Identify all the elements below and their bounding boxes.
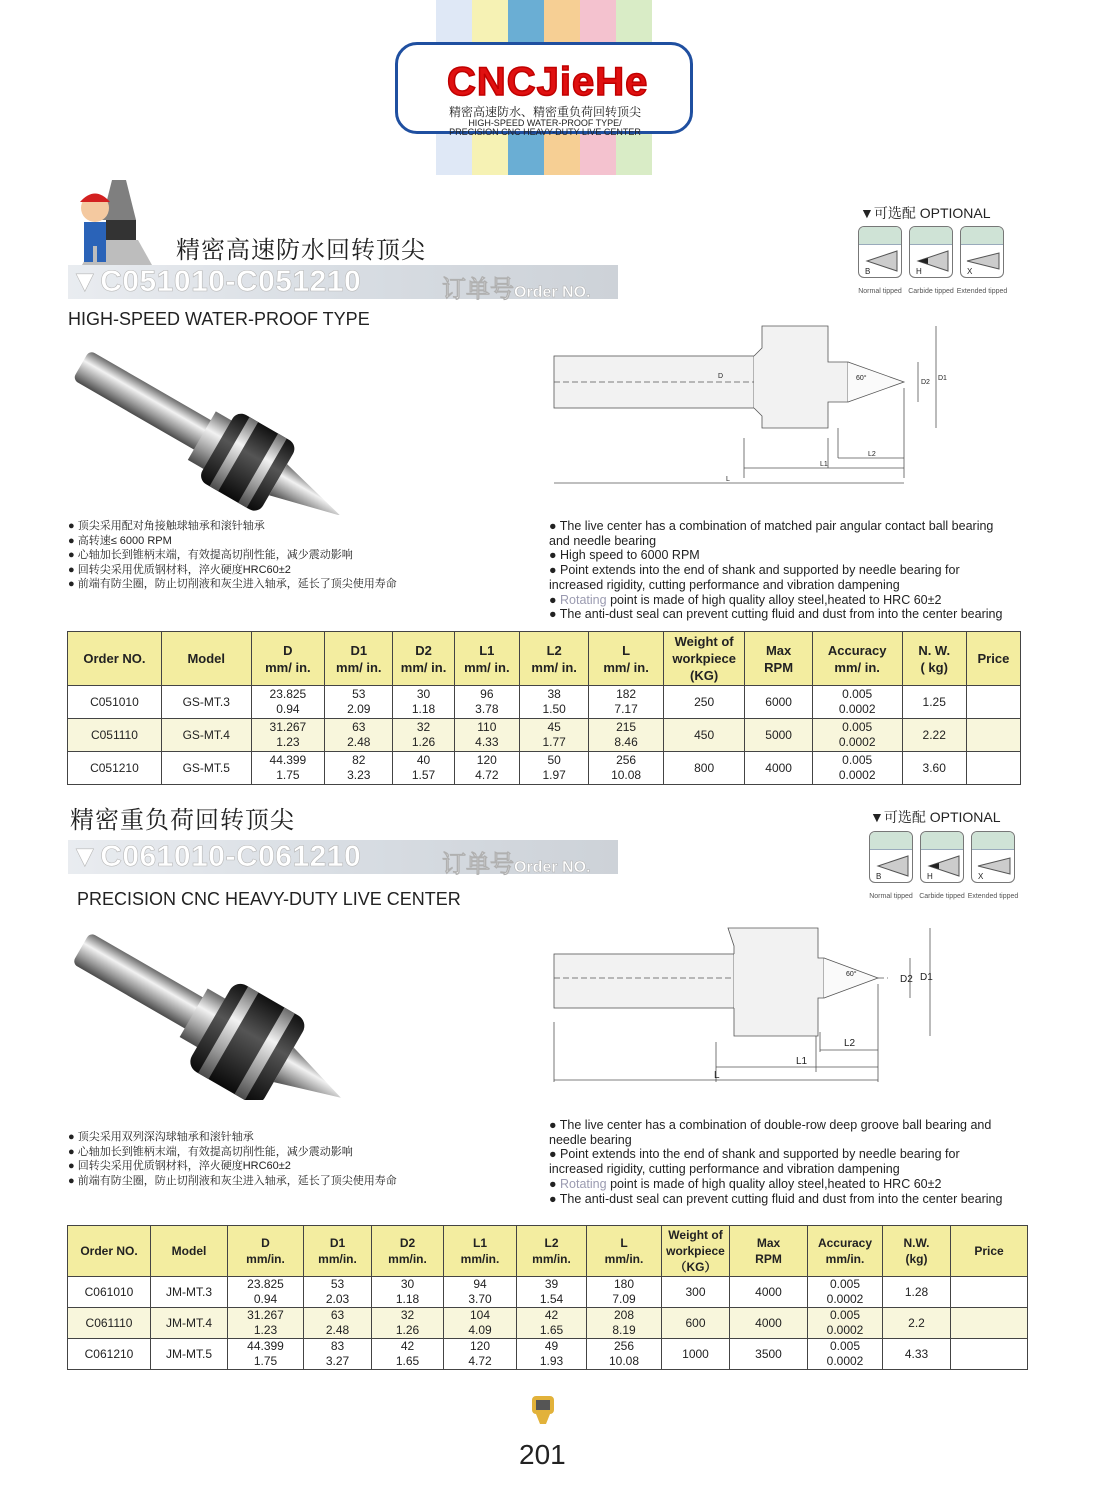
carbide-tip-icon	[925, 852, 961, 880]
table-row	[68, 1277, 1028, 1308]
feature-en-item: ● The anti-dust seal can prevent cutting fluid and dust from into the center bearing	[549, 607, 1003, 622]
table-header-cell: D1 mm/ in.	[325, 632, 393, 686]
feature-en-item: and needle bearing	[549, 533, 657, 548]
table-cell-l2: 49 1.93	[517, 1339, 587, 1370]
normal-tip-icon	[863, 247, 899, 275]
table-cell-d: 23.825 0.94	[228, 1277, 304, 1308]
table-cell-model: JM-MT.3	[151, 1277, 228, 1308]
table-header-cell: Weight of workpiece （KG）	[662, 1226, 730, 1277]
section2-optional-label: ▼可选配 OPTIONAL	[870, 809, 1001, 825]
feature-en-item: ● The live center has a combination of matched pair angular contact ball bearing	[549, 519, 994, 533]
extended-tip-icon	[976, 852, 1012, 880]
svg-text:B: B	[865, 267, 871, 275]
table-cell-nw: 1.28	[883, 1277, 951, 1308]
table-cell-d2: 30 1.18	[393, 686, 454, 719]
table-header-cell: L1 mm/ in.	[454, 632, 519, 686]
section2-features-en	[549, 1118, 1002, 1206]
table-cell-d: 23.825 0.94	[251, 686, 324, 719]
table-cell-model: JM-MT.4	[151, 1308, 228, 1339]
table-cell-nw: 2.22	[902, 719, 966, 752]
table-cell-d: 44.399 1.75	[228, 1339, 304, 1370]
table-cell-d1: 63 2.48	[304, 1308, 372, 1339]
feature-cn-item: ● 心轴加长到锥柄末端，有效提高切削性能，减少震动影响	[68, 549, 353, 561]
table-cell-model: JM-MT.5	[151, 1339, 228, 1370]
table-cell-weight: 450	[663, 719, 745, 752]
table-header-cell: D2 mm/in.	[372, 1226, 444, 1277]
table-cell-l2: 45 1.77	[519, 719, 588, 752]
table-cell-weight: 600	[662, 1308, 730, 1339]
table-header-cell: D1 mm/in.	[304, 1226, 372, 1277]
table-cell-l1: 120 4.72	[444, 1339, 517, 1370]
table-cell-l1: 104 4.09	[444, 1308, 517, 1339]
technical-drawing-1	[548, 318, 948, 493]
order-label-en: Order NO.	[514, 859, 591, 876]
table-cell-l: 256 10.08	[589, 752, 663, 785]
option-normal-tipped[interactable]	[858, 226, 902, 278]
table-header-cell: N.W. (kg)	[883, 1226, 951, 1277]
table-cell-l1: 96 3.78	[454, 686, 519, 719]
feature-en-item: ● The live center has a combination of double-row deep groove ball bearing and	[549, 1118, 992, 1132]
svg-text:L2: L2	[868, 451, 876, 458]
table-cell-d2: 40 1.57	[393, 752, 454, 785]
table-row	[68, 1308, 1028, 1339]
table-cell-d2: 42 1.65	[372, 1339, 444, 1370]
table-cell-d1: 53 2.03	[304, 1277, 372, 1308]
table-cell-order: C061210	[68, 1339, 151, 1370]
table-cell-l2: 42 1.65	[517, 1308, 587, 1339]
table-cell-rpm: 4000	[730, 1277, 808, 1308]
table-cell-rpm: 4000	[730, 1308, 808, 1339]
table-cell-acc: 0.005 0.0002	[808, 1277, 883, 1308]
section2-title-cn: 精密重负荷回转顶尖	[70, 807, 295, 834]
feature-cn-item: ● 高转速≤ 6000 RPM	[68, 534, 172, 547]
table-cell-order: C061110	[68, 1308, 151, 1339]
table-cell-l: 208 8.19	[587, 1308, 662, 1339]
section1-features-en	[549, 519, 1002, 622]
option-extended-tipped[interactable]	[971, 831, 1015, 883]
table-cell-nw: 3.60	[902, 752, 966, 785]
svg-text:L: L	[714, 1070, 720, 1081]
table-cell-model: GS-MT.3	[161, 686, 251, 719]
table-cell-l1: 94 3.70	[444, 1277, 517, 1308]
section2-title-en: PRECISION CNC HEAVY-DUTY LIVE CENTER	[77, 889, 461, 909]
section1-order-range: ▼C051010-C051210	[70, 265, 362, 298]
svg-text:H: H	[927, 872, 933, 880]
feature-en-item: ● High speed to 6000 RPM	[549, 548, 700, 563]
feature-en-item: ● Rotating point is made of high quality alloy steel,heated to HRC 60±2	[549, 1176, 942, 1191]
table-cell-d1: 83 3.27	[304, 1339, 372, 1370]
svg-text:D2: D2	[900, 974, 913, 985]
table-cell-nw: 2.2	[883, 1308, 951, 1339]
table-cell-order: C061010	[68, 1277, 151, 1308]
table-cell-nw: 1.25	[902, 686, 966, 719]
table-header-cell: L2 mm/in.	[517, 1226, 587, 1277]
feature-en-item: increased rigidity, cutting performance and vibration dampening	[549, 577, 900, 592]
table-cell-l: 180 7.09	[587, 1277, 662, 1308]
option-caption: Carbide tipped	[919, 893, 965, 900]
option-caption: Normal tipped	[869, 893, 913, 900]
feature-cn-item: ● 顶尖采用配对角接触球轴承和滚针轴承	[68, 520, 265, 532]
table-header-cell: Accuracy mm/in.	[808, 1226, 883, 1277]
extended-tip-icon	[965, 247, 1001, 275]
table-header-cell: Max RPM	[730, 1226, 808, 1277]
order-label-cn: 订单号	[442, 276, 514, 303]
table-cell-d2: 30 1.18	[372, 1277, 444, 1308]
table-header-cell: D2 mm/ in.	[393, 632, 454, 686]
table-cell-d: 31.267 1.23	[251, 719, 324, 752]
feature-en-item: needle bearing	[549, 1132, 632, 1147]
table-header-cell: Max RPM	[745, 632, 812, 686]
table-cell-l2: 38 1.50	[519, 686, 588, 719]
table-cell-d1: 53 2.09	[325, 686, 393, 719]
table-cell-price	[966, 719, 1020, 752]
table-header-cell: Model	[161, 632, 251, 686]
option-caption: Extended tipped	[967, 893, 1019, 900]
table-cell-l1: 110 4.33	[454, 719, 519, 752]
table-cell-rpm: 3500	[730, 1339, 808, 1370]
normal-tip-icon	[874, 852, 910, 880]
feature-en-item: ● Rotating point is made of high quality alloy steel,heated to HRC 60±2	[549, 592, 942, 607]
table-cell-d: 44.399 1.75	[251, 752, 324, 785]
option-carbide-tipped[interactable]	[920, 831, 964, 883]
table-cell-order: C051010	[68, 686, 162, 719]
table-header-cell: Price	[951, 1226, 1028, 1277]
svg-text:H: H	[916, 267, 922, 275]
mascot-footer-icon	[528, 1392, 558, 1426]
svg-text:D2: D2	[921, 379, 930, 386]
section2-features-cn	[68, 1130, 397, 1188]
svg-text:X: X	[967, 267, 973, 275]
order-label-cn: 订单号	[442, 851, 514, 878]
table-cell-weight: 300	[662, 1277, 730, 1308]
option-caption: Normal tipped	[858, 288, 902, 295]
section1-spec-table	[67, 631, 1021, 785]
table-header-cell: Weight of workpiece (KG)	[663, 632, 745, 686]
table-cell-rpm: 4000	[745, 752, 812, 785]
table-cell-price	[951, 1277, 1028, 1308]
table-cell-l: 256 10.08	[587, 1339, 662, 1370]
option-normal-tipped[interactable]	[869, 831, 913, 883]
carbide-tip-icon	[914, 247, 950, 275]
table-cell-l: 182 7.17	[589, 686, 663, 719]
table-header-cell: Model	[151, 1226, 228, 1277]
table-cell-l1: 120 4.72	[454, 752, 519, 785]
option-carbide-tipped[interactable]	[909, 226, 953, 278]
table-cell-rpm: 6000	[745, 686, 812, 719]
section1-title-en: HIGH-SPEED WATER-PROOF TYPE	[68, 309, 370, 329]
table-cell-l2: 50 1.97	[519, 752, 588, 785]
table-header-cell: Accuracy mm/ in.	[812, 632, 902, 686]
table-header-cell: D mm/in.	[228, 1226, 304, 1277]
table-header-cell: Price	[966, 632, 1020, 686]
table-cell-acc: 0.005 0.0002	[808, 1339, 883, 1370]
svg-text:D1: D1	[938, 375, 947, 382]
product-photo-1	[62, 345, 362, 515]
section2-order-range: ▼C061010-C061210	[70, 840, 362, 873]
section1-features-cn	[68, 519, 397, 592]
section1-order-label	[442, 269, 590, 304]
svg-text:L1: L1	[796, 1056, 808, 1067]
svg-text:L: L	[726, 476, 730, 483]
table-cell-d1: 82 3.23	[325, 752, 393, 785]
table-header-cell: L2 mm/ in.	[519, 632, 588, 686]
section1-optional-label: ▼可选配 OPTIONAL	[860, 205, 991, 221]
technical-drawing-2	[548, 922, 948, 1087]
table-cell-nw: 4.33	[883, 1339, 951, 1370]
table-cell-rpm: 5000	[745, 719, 812, 752]
table-header-cell: Order NO.	[68, 632, 162, 686]
table-cell-weight: 250	[663, 686, 745, 719]
feature-en-item: ● Point extends into the end of shank and supported by needle bearing for	[549, 563, 960, 578]
section2-order-label	[442, 844, 590, 879]
feature-cn-item: ● 前端有防尘圈，防止切削液和灰尘进入轴承，延长了顶尖使用寿命	[68, 1174, 397, 1187]
product-photo-2	[62, 925, 362, 1100]
table-row	[68, 1339, 1028, 1370]
table-cell-price	[951, 1339, 1028, 1370]
svg-text:60°: 60°	[856, 375, 867, 382]
table-cell-acc: 0.005 0.0002	[812, 752, 902, 785]
option-caption: Extended tipped	[956, 288, 1008, 295]
table-cell-model: GS-MT.4	[161, 719, 251, 752]
table-cell-price	[966, 752, 1020, 785]
feature-en-item: increased rigidity, cutting performance and vibration dampening	[549, 1162, 900, 1177]
table-cell-price	[951, 1308, 1028, 1339]
svg-text:60°: 60°	[846, 971, 857, 978]
table-row	[68, 752, 1021, 785]
table-cell-weight: 800	[663, 752, 745, 785]
svg-text:L1: L1	[820, 461, 828, 468]
table-cell-l: 215 8.46	[589, 719, 663, 752]
table-header-cell: L1 mm/in.	[444, 1226, 517, 1277]
brand-logo: CNCJieHe	[447, 60, 649, 104]
brand-tagline-cn: 精密高速防水、精密重负荷回转顶尖	[448, 105, 641, 119]
order-label-en: Order NO.	[514, 284, 591, 301]
table-cell-order: C051210	[68, 752, 162, 785]
feature-cn-item: ● 前端有防尘圈，防止切削液和灰尘进入轴承，延长了顶尖使用寿命	[68, 578, 397, 590]
table-row	[68, 719, 1021, 752]
table-header-cell: L mm/ in.	[589, 632, 663, 686]
svg-text:D1: D1	[920, 972, 933, 983]
table-cell-order: C051110	[68, 719, 162, 752]
feature-en-item: ● The anti-dust seal can prevent cutting fluid and dust from into the center bearing	[549, 1191, 1003, 1206]
mascot-icon	[62, 180, 160, 270]
table-cell-l2: 39 1.54	[517, 1277, 587, 1308]
table-cell-weight: 1000	[662, 1339, 730, 1370]
section1-title-cn: 精密高速防水回转顶尖	[176, 237, 426, 264]
table-cell-acc: 0.005 0.0002	[812, 719, 902, 752]
option-caption: Carbide tipped	[908, 288, 954, 295]
tagline-en-line2: PRECISION CNC HEAVY-DUTY LIVE CENTER	[449, 127, 641, 137]
brand-tagline-en	[420, 119, 670, 137]
table-header-cell: Order NO.	[68, 1226, 151, 1277]
feature-cn-item: ● 回转尖采用优质钢材料，淬火硬度HRC60±2	[68, 563, 291, 576]
feature-cn-item: ● 心轴加长到锥柄末端，有效提高切削性能，减少震动影响	[68, 1145, 353, 1158]
tagline-en-line1: HIGH-SPEED WATER-PROOF TYPE/	[468, 118, 622, 128]
option-extended-tipped[interactable]	[960, 226, 1004, 278]
table-cell-d1: 63 2.48	[325, 719, 393, 752]
table-row	[68, 686, 1021, 719]
table-header-cell: L mm/in.	[587, 1226, 662, 1277]
svg-text:D: D	[718, 373, 724, 380]
svg-text:B: B	[876, 872, 882, 880]
feature-cn-item: ● 顶尖采用双列深沟球轴承和滚针轴承	[68, 1131, 254, 1143]
table-cell-d: 31.267 1.23	[228, 1308, 304, 1339]
table-header-cell: D mm/ in.	[251, 632, 324, 686]
svg-text:L2: L2	[844, 1038, 856, 1049]
table-header-cell: N. W. ( kg)	[902, 632, 966, 686]
table-cell-acc: 0.005 0.0002	[812, 686, 902, 719]
svg-text:X: X	[978, 872, 984, 880]
table-cell-price	[966, 686, 1020, 719]
section2-spec-table	[67, 1225, 1028, 1370]
table-cell-d2: 32 1.26	[393, 719, 454, 752]
feature-cn-item: ● 回转尖采用优质钢材料，淬火硬度HRC60±2	[68, 1160, 291, 1172]
table-cell-d2: 32 1.26	[372, 1308, 444, 1339]
table-cell-model: GS-MT.5	[161, 752, 251, 785]
feature-en-item: ● Point extends into the end of shank and supported by needle bearing for	[549, 1147, 960, 1162]
table-cell-acc: 0.005 0.0002	[808, 1308, 883, 1339]
page-number: 201	[519, 1439, 566, 1470]
